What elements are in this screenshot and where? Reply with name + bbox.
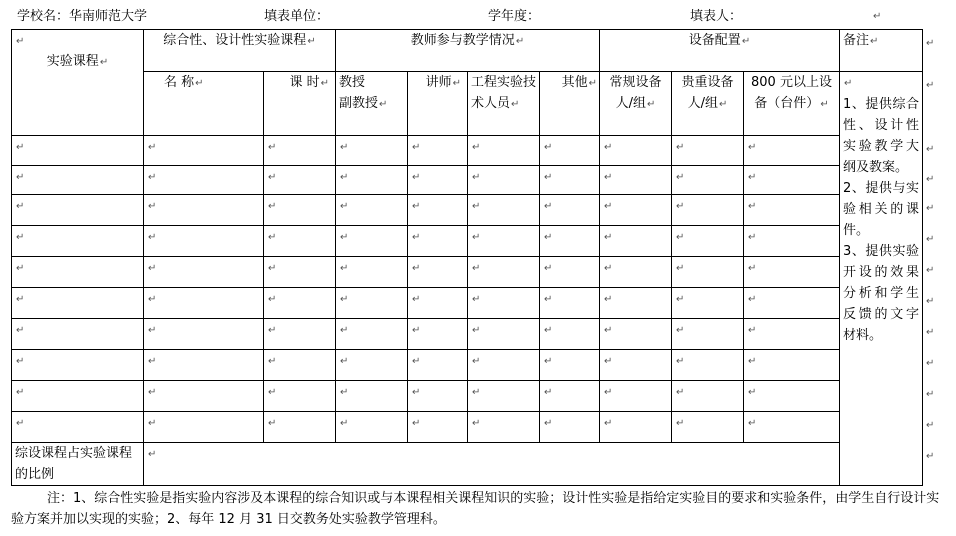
paragraph-mark: ↵	[195, 78, 204, 89]
paragraph-mark: ↵	[340, 263, 349, 274]
table-cell[interactable]	[144, 381, 264, 412]
paragraph-mark: ↵	[926, 202, 935, 214]
table-cell[interactable]	[468, 350, 540, 381]
professor-header: 教授 副教授	[339, 75, 379, 111]
remark-item-3: 3、提供实验开设的效果分析和学生反馈的文字材料。	[843, 244, 919, 343]
paragraph-mark: ↵	[926, 173, 935, 185]
paragraph-mark: ↵	[926, 143, 935, 155]
paragraph-mark: ↵	[16, 232, 25, 243]
paragraph-mark: ↵	[748, 142, 757, 153]
table-cell[interactable]	[144, 226, 264, 257]
table-cell[interactable]	[264, 226, 336, 257]
table-cell[interactable]	[336, 288, 408, 319]
table-cell[interactable]	[672, 136, 744, 166]
valuable-equipment-header-cell	[672, 72, 744, 136]
table-cell[interactable]	[672, 226, 744, 257]
paragraph-mark: ↵	[340, 232, 349, 243]
paragraph-mark: ↵	[148, 232, 157, 243]
table-cell[interactable]	[600, 195, 672, 226]
paragraph-mark: ↵	[676, 387, 685, 398]
table-cell[interactable]	[12, 319, 144, 350]
table-cell[interactable]	[540, 195, 600, 226]
table-cell[interactable]	[672, 319, 744, 350]
paragraph-mark: ↵	[748, 172, 757, 183]
table-cell[interactable]	[264, 195, 336, 226]
paragraph-mark: ↵	[148, 387, 157, 398]
table-cell[interactable]	[600, 166, 672, 195]
paragraph-mark: ↵	[544, 232, 553, 243]
paragraph-mark: ↵	[268, 418, 277, 429]
table-cell[interactable]	[336, 350, 408, 381]
table-cell[interactable]	[540, 319, 600, 350]
table-cell[interactable]	[12, 226, 144, 257]
paragraph-mark: ↵	[412, 232, 421, 243]
paragraph-mark: ↵	[926, 233, 935, 245]
name-header: 名 称	[164, 75, 195, 90]
paragraph-mark: ↵	[472, 387, 481, 398]
table-cell[interactable]	[672, 381, 744, 412]
ratio-row	[12, 443, 923, 486]
teacher-participation-group-cell	[336, 30, 600, 72]
table-cell[interactable]	[744, 319, 840, 350]
paragraph-mark: ↵	[926, 37, 935, 49]
paragraph-mark: ↵	[307, 36, 316, 47]
table-cell[interactable]	[408, 166, 468, 195]
table-cell[interactable]	[540, 226, 600, 257]
paragraph-mark: ↵	[268, 201, 277, 212]
form-filler-label: 填表人：	[690, 9, 743, 24]
table-cell[interactable]	[336, 226, 408, 257]
table-cell[interactable]	[264, 381, 336, 412]
table-cell[interactable]	[336, 412, 408, 443]
paragraph-mark: ↵	[148, 142, 157, 153]
table-cell[interactable]	[600, 257, 672, 288]
paragraph-mark: ↵	[16, 36, 25, 47]
other-header-cell	[540, 72, 600, 136]
paragraph-mark: ↵	[412, 325, 421, 336]
paragraph-mark: ↵	[148, 325, 157, 336]
table-cell[interactable]	[600, 412, 672, 443]
table-cell[interactable]	[744, 195, 840, 226]
paragraph-mark: ↵	[472, 142, 481, 153]
remark-item-2: 2、提供与实验相关的课件。	[843, 181, 919, 238]
table-cell[interactable]	[336, 136, 408, 166]
paragraph-mark: ↵	[268, 263, 277, 274]
header-row-groups	[12, 30, 923, 72]
table-cell[interactable]	[468, 381, 540, 412]
table-cell[interactable]	[144, 350, 264, 381]
table-cell[interactable]	[540, 136, 600, 166]
paragraph-mark: ↵	[604, 356, 613, 367]
engineer-header-cell	[468, 72, 540, 136]
paragraph-mark: ↵	[748, 232, 757, 243]
table-cell[interactable]	[600, 288, 672, 319]
paragraph-mark: ↵	[412, 263, 421, 274]
table-cell[interactable]	[540, 381, 600, 412]
paragraph-mark: ↵	[544, 325, 553, 336]
table-cell[interactable]	[672, 257, 744, 288]
header-row-columns	[12, 72, 923, 136]
table-cell[interactable]	[12, 350, 144, 381]
paragraph-mark: ↵	[544, 142, 553, 153]
paragraph-mark: ↵	[412, 201, 421, 212]
table-cell[interactable]	[468, 412, 540, 443]
table-cell[interactable]	[12, 288, 144, 319]
table-cell[interactable]	[408, 288, 468, 319]
paragraph-mark: ↵	[544, 418, 553, 429]
table-cell[interactable]	[744, 412, 840, 443]
table-cell[interactable]	[408, 381, 468, 412]
paragraph-mark: ↵	[16, 387, 25, 398]
regular-equipment-header: 常规设备人/组	[609, 75, 662, 111]
paragraph-mark: ↵	[268, 387, 277, 398]
paragraph-mark: ↵	[604, 294, 613, 305]
paragraph-mark: ↵	[647, 99, 656, 110]
table-cell[interactable]	[336, 257, 408, 288]
paragraph-mark: ↵	[676, 201, 685, 212]
table-cell[interactable]	[600, 226, 672, 257]
paragraph-mark: ↵	[412, 172, 421, 183]
paragraph-mark: ↵	[16, 294, 25, 305]
table-cell[interactable]	[672, 195, 744, 226]
design-course-group-header: 综合性、设计性实验课程	[163, 33, 307, 48]
table-cell[interactable]	[12, 381, 144, 412]
paragraph-mark: ↵	[16, 142, 25, 153]
table-row	[12, 350, 923, 381]
paragraph-mark: ↵	[926, 295, 935, 307]
paragraph-mark: ↵	[148, 356, 157, 367]
paragraph-mark: ↵	[148, 418, 157, 429]
paragraph-mark: ↵	[268, 294, 277, 305]
paragraph-mark: ↵	[412, 294, 421, 305]
table-cell[interactable]	[12, 166, 144, 195]
paragraph-mark: ↵	[148, 201, 157, 212]
paragraph-mark: ↵	[544, 356, 553, 367]
ratio-value-cell[interactable]	[144, 443, 840, 486]
paragraph-mark: ↵	[412, 387, 421, 398]
remarks-header: 备注	[843, 33, 870, 48]
paragraph-mark: ↵	[604, 387, 613, 398]
paragraph-mark: ↵	[148, 172, 157, 183]
paragraph-mark: ↵	[748, 201, 757, 212]
paragraph-mark: ↵	[719, 99, 728, 110]
other-header: 其他	[561, 75, 588, 90]
table-cell[interactable]	[264, 166, 336, 195]
paragraph-mark: ↵	[604, 172, 613, 183]
table-row	[12, 319, 923, 350]
paragraph-mark: ↵	[511, 99, 520, 110]
table-cell[interactable]	[600, 136, 672, 166]
teacher-participation-group-header: 教师参与教学情况	[410, 33, 515, 48]
paragraph-mark: ↵	[16, 418, 25, 429]
ratio-label: 综设课程占实验课程的比例	[15, 446, 133, 482]
school-name-label: 学校名：华南师范大学	[17, 9, 148, 24]
table-cell[interactable]	[336, 166, 408, 195]
paragraph-mark: ↵	[870, 36, 879, 47]
table-cell[interactable]	[264, 319, 336, 350]
paragraph-mark: ↵	[268, 232, 277, 243]
paragraph-mark: ↵	[544, 387, 553, 398]
paragraph-mark: ↵	[472, 418, 481, 429]
regular-equipment-header-cell	[600, 72, 672, 136]
paragraph-mark: ↵	[340, 418, 349, 429]
paragraph-mark: ↵	[472, 172, 481, 183]
table-cell[interactable]	[264, 350, 336, 381]
table-row	[12, 288, 923, 319]
table-cell[interactable]	[600, 350, 672, 381]
filling-unit-label: 填表单位：	[264, 9, 330, 24]
paragraph-mark: ↵	[926, 450, 935, 462]
table-row	[12, 195, 923, 226]
table-cell[interactable]	[744, 166, 840, 195]
paragraph-mark: ↵	[544, 294, 553, 305]
table-cell[interactable]	[264, 288, 336, 319]
table-cell[interactable]	[540, 166, 600, 195]
paragraph-mark: ↵	[873, 11, 882, 22]
paragraph-mark: ↵	[268, 325, 277, 336]
paragraph-mark: ↵	[676, 263, 685, 274]
paragraph-mark: ↵	[820, 99, 829, 110]
table-cell[interactable]	[144, 136, 264, 166]
paragraph-mark: ↵	[676, 232, 685, 243]
paragraph-mark: ↵	[604, 418, 613, 429]
table-cell[interactable]	[744, 136, 840, 166]
table-cell[interactable]	[144, 166, 264, 195]
paragraph-mark: ↵	[676, 294, 685, 305]
paragraph-mark: ↵	[148, 263, 157, 274]
table-row	[12, 412, 923, 443]
table-row	[12, 381, 923, 412]
paragraph-mark: ↵	[472, 356, 481, 367]
table-cell[interactable]	[408, 195, 468, 226]
table-cell[interactable]	[468, 195, 540, 226]
table-cell[interactable]	[144, 195, 264, 226]
table-cell[interactable]	[468, 226, 540, 257]
table-cell[interactable]	[12, 257, 144, 288]
valuable-equipment-header: 贵重设备人/组	[681, 75, 734, 111]
paragraph-mark: ↵	[676, 172, 685, 183]
table-cell[interactable]	[408, 350, 468, 381]
paragraph-mark: ↵	[604, 142, 613, 153]
paragraph-mark: ↵	[588, 78, 597, 89]
paragraph-mark: ↵	[748, 356, 757, 367]
paragraph-mark: ↵	[748, 294, 757, 305]
remarks-content-cell	[840, 72, 923, 486]
course-header: 实验课程	[46, 54, 99, 69]
paragraph-mark: ↵	[412, 142, 421, 153]
paragraph-mark: ↵	[472, 325, 481, 336]
paragraph-mark: ↵	[472, 294, 481, 305]
paragraph-mark: ↵	[412, 356, 421, 367]
paragraph-mark: ↵	[926, 388, 935, 400]
paragraph-mark: ↵	[604, 325, 613, 336]
paragraph-mark: ↵	[16, 263, 25, 274]
paragraph-mark: ↵	[268, 172, 277, 183]
equipment-group-cell	[600, 30, 840, 72]
table-cell[interactable]	[468, 257, 540, 288]
engineer-header: 工程实验技术人员	[471, 75, 537, 111]
paragraph-mark: ↵	[340, 172, 349, 183]
table-row	[12, 166, 923, 195]
paragraph-mark: ↵	[676, 356, 685, 367]
table-cell[interactable]	[336, 195, 408, 226]
paragraph-mark: ↵	[472, 201, 481, 212]
paragraph-mark: ↵	[676, 325, 685, 336]
table-cell[interactable]	[600, 381, 672, 412]
table-row	[12, 226, 923, 257]
paragraph-mark: ↵	[544, 263, 553, 274]
table-cell[interactable]	[144, 257, 264, 288]
table-cell[interactable]	[744, 257, 840, 288]
paragraph-mark: ↵	[148, 449, 157, 460]
table-cell[interactable]	[672, 412, 744, 443]
paragraph-mark: ↵	[604, 201, 613, 212]
paragraph-mark: ↵	[676, 142, 685, 153]
table-cell[interactable]	[468, 319, 540, 350]
ratio-label-cell	[12, 443, 144, 486]
table-cell[interactable]	[744, 226, 840, 257]
remark-item-1: 1、提供综合性、设计性实验教学大纲及教案。	[843, 97, 919, 175]
table-cell[interactable]	[264, 257, 336, 288]
paragraph-mark: ↵	[926, 326, 935, 338]
lecturer-header-cell	[408, 72, 468, 136]
paragraph-mark: ↵	[926, 264, 935, 276]
paragraph-mark: ↵	[604, 263, 613, 274]
table-cell[interactable]	[144, 412, 264, 443]
hours-header-cell	[264, 72, 336, 136]
table-cell[interactable]	[744, 381, 840, 412]
paragraph-mark: ↵	[16, 172, 25, 183]
table-cell[interactable]	[144, 288, 264, 319]
paragraph-mark: ↵	[741, 36, 751, 47]
table-cell[interactable]	[408, 136, 468, 166]
paragraph-mark: ↵	[340, 325, 349, 336]
table-cell[interactable]	[540, 412, 600, 443]
table-cell[interactable]	[744, 350, 840, 381]
paragraph-mark: ↵	[16, 356, 25, 367]
professor-header-cell	[336, 72, 408, 136]
paragraph-mark: ↵	[748, 325, 757, 336]
course-header-cell	[12, 30, 144, 136]
paragraph-mark: ↵	[16, 325, 25, 336]
table-cell[interactable]	[264, 136, 336, 166]
paragraph-mark: ↵	[748, 263, 757, 274]
paragraph-mark: ↵	[412, 418, 421, 429]
paragraph-mark: ↵	[340, 387, 349, 398]
paragraph-mark: ↵	[748, 387, 757, 398]
table-cell[interactable]	[12, 195, 144, 226]
table-cell[interactable]	[468, 136, 540, 166]
paragraph-mark: ↵	[544, 172, 553, 183]
experiment-course-table	[11, 29, 923, 486]
equipment-800-header: 800 元以上设备（台件）	[751, 75, 832, 111]
table-cell[interactable]	[672, 166, 744, 195]
lecturer-header: 讲师	[425, 75, 452, 90]
paragraph-mark: ↵	[379, 99, 388, 110]
table-cell[interactable]	[468, 288, 540, 319]
paragraph-mark: ↵	[926, 79, 935, 91]
paragraph-mark: ↵	[268, 142, 277, 153]
paragraph-mark: ↵	[99, 57, 109, 68]
footnote: 注：1、综合性实验是指实验内容涉及本课程的综合知识或与本课程相关课程知识的实验；设计性实验是指给定实验目的要求和实验条件，由学生自行设计实验方案并加以实现的实验；2、每年 12 月 31 日交教务处实验教学管理科。	[11, 491, 940, 527]
equipment-group-header: 设备配置	[688, 33, 741, 48]
paragraph-mark: ↵	[676, 418, 685, 429]
table-cell[interactable]	[744, 288, 840, 319]
paragraph-mark: ↵	[472, 263, 481, 274]
table-cell[interactable]	[408, 319, 468, 350]
table-cell[interactable]	[144, 319, 264, 350]
hours-header: 课 时	[289, 75, 320, 90]
table-cell[interactable]	[672, 288, 744, 319]
academic-year-label: 学年度：	[488, 9, 541, 24]
table-row	[12, 136, 923, 166]
paragraph-mark: ↵	[452, 78, 461, 89]
table-cell[interactable]	[12, 136, 144, 166]
table-cell[interactable]	[672, 350, 744, 381]
paragraph-mark: ↵	[340, 294, 349, 305]
paragraph-mark: ↵	[926, 357, 935, 369]
paragraph-mark: ↵	[748, 418, 757, 429]
paragraph-mark: ↵	[604, 232, 613, 243]
table-cell[interactable]	[540, 288, 600, 319]
paragraph-mark: ↵	[472, 232, 481, 243]
design-course-group-cell	[144, 30, 336, 72]
table-cell[interactable]	[12, 412, 144, 443]
remarks-header-cell	[840, 30, 923, 72]
table-cell[interactable]	[336, 381, 408, 412]
paragraph-mark: ↵	[320, 78, 329, 89]
paragraph-mark: ↵	[544, 201, 553, 212]
table-cell[interactable]	[408, 412, 468, 443]
paragraph-mark: ↵	[16, 201, 25, 212]
table-row	[12, 257, 923, 288]
table-cell[interactable]	[336, 319, 408, 350]
name-header-cell	[144, 72, 264, 136]
table-cell[interactable]	[408, 226, 468, 257]
paragraph-mark: ↵	[340, 142, 349, 153]
paragraph-mark: ↵	[148, 294, 157, 305]
equipment-800-header-cell	[744, 72, 840, 136]
paragraph-mark: ↵	[515, 36, 525, 47]
table-cell[interactable]	[600, 319, 672, 350]
paragraph-mark: ↵	[926, 419, 935, 431]
table-cell[interactable]	[468, 166, 540, 195]
paragraph-mark: ↵	[844, 78, 853, 89]
table-cell[interactable]	[540, 350, 600, 381]
paragraph-mark: ↵	[340, 356, 349, 367]
table-cell[interactable]	[540, 257, 600, 288]
paragraph-mark: ↵	[268, 356, 277, 367]
form-header	[0, 0, 956, 28]
table-cell[interactable]	[408, 257, 468, 288]
table-cell[interactable]	[264, 412, 336, 443]
paragraph-mark: ↵	[340, 201, 349, 212]
